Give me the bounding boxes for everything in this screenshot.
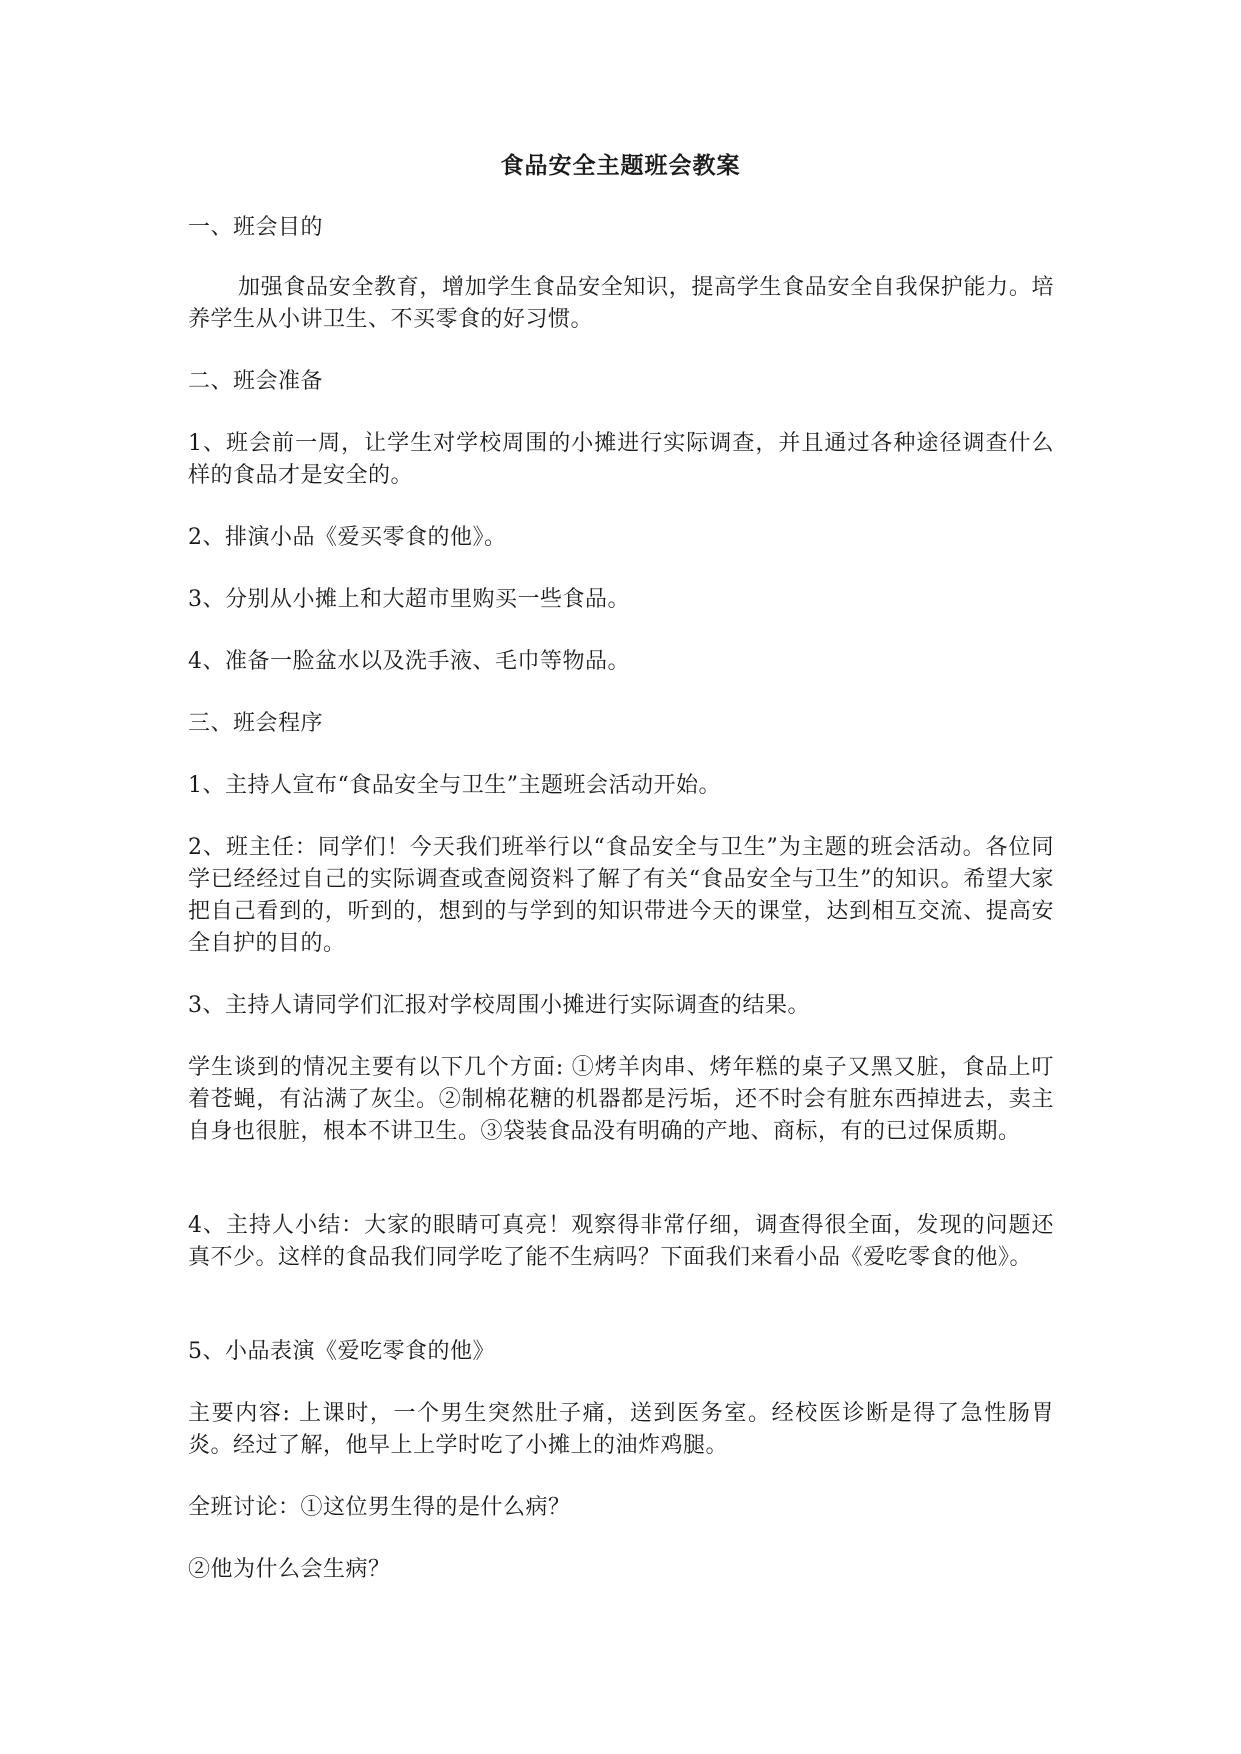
section-heading-procedure: 三、班会程序 [188, 711, 324, 736]
procedure-item-4: 4、主持人小结：大家的眼睛可真亮！观察得非常仔细，调查得很全面，发现的问题还真不少。这样的食品我们同学吃了能不生病吗？下面我们来看小品《爱吃零食的他》。 [188, 1213, 1054, 1270]
section-heading-purpose: 一、班会目的 [188, 215, 324, 240]
procedure-item-2: 2、班主任：同学们！今天我们班举行以“食品安全与卫生”为主题的班会活动。各位同学已经经过自己的实际调查或查阅资料了解了有关“食品安全与卫生”的知识。希望大家把自己看到的，听到的，想到的与学到的知识带进今天的课堂，达到相互交流、提高安全自护的目的。 [188, 835, 1054, 956]
preparation-item-3: 3、分别从小摊上和大超市里购买一些食品。 [188, 587, 630, 612]
procedure-item-5: 5、小品表演《爱吃零食的他》 [188, 1339, 495, 1364]
survey-findings-paragraph: 学生谈到的情况主要有以下几个方面: ①烤羊肉串、烤年糕的桌子又黑又脏，食品上叮着苍蝇，有沾满了灰尘。②制棉花糖的机器都是污垢，还不时会有脏东西掉进去，卖主自身也很脏，根本不讲卫生。③袋装食品没有明确的产地、商标，有的已过保质期。 [188, 1055, 1054, 1144]
procedure-item-1: 1、主持人宣布“食品安全与卫生”主题班会活动开始。 [188, 773, 721, 798]
preparation-item-4: 4、准备一脸盆水以及洗手液、毛巾等物品。 [188, 649, 630, 674]
section-heading-preparation: 二、班会准备 [188, 369, 324, 394]
discussion-question-2: ②他为什么会生病？ [188, 1557, 391, 1582]
preparation-item-2: 2、排演小品《爱买零食的他》。 [188, 525, 507, 550]
discussion-question-1: 全班讨论：①这位男生得的是什么病？ [188, 1495, 571, 1520]
skit-content-paragraph: 主要内容: 上课时，一个男生突然肚子痛，送到医务室。经校医诊断是得了急性肠胃炎。经过了解，他早上上学时吃了小摊上的油炸鸡腿。 [188, 1401, 1054, 1458]
document-title: 食品安全主题班会教案 [500, 152, 741, 179]
preparation-item-1: 1、班会前一周，让学生对学校周围的小摊进行实际调查，并且通过各种途径调查什么样的食品才是安全的。 [188, 431, 1054, 488]
procedure-item-3: 3、主持人请同学们汇报对学校周围小摊进行实际调查的结果。 [188, 993, 810, 1018]
purpose-paragraph: 加强食品安全教育，增加学生食品安全知识，提高学生食品安全自我保护能力。培养学生从小讲卫生、不买零食的好习惯。 [188, 275, 1054, 332]
